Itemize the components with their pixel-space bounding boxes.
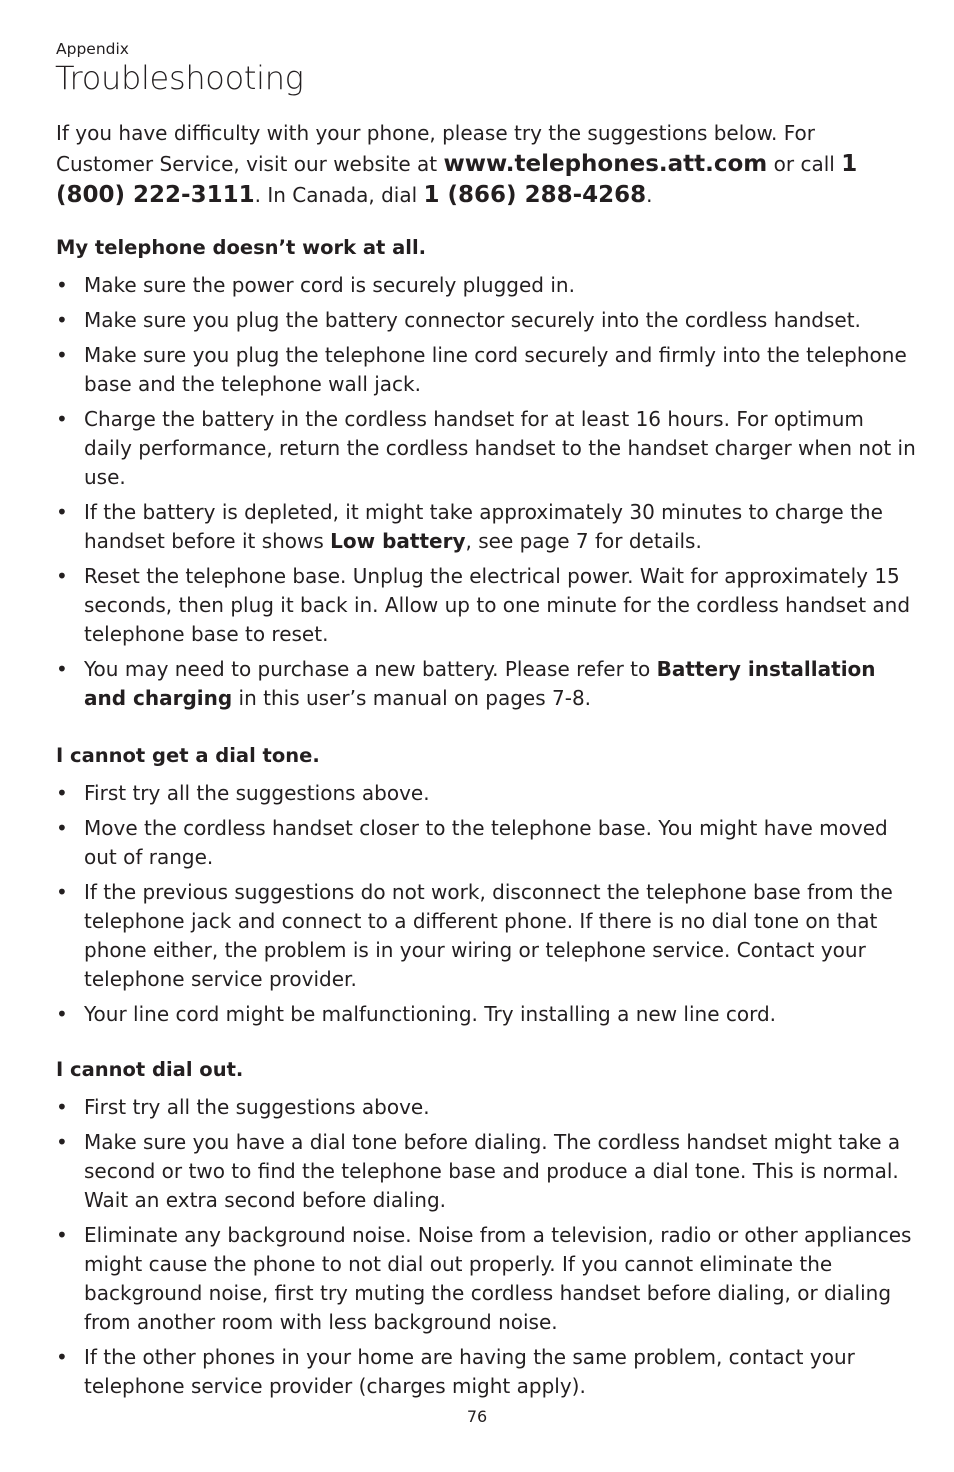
bullet: • bbox=[56, 500, 68, 524]
battery-installation-reference: Battery installation and charging bbox=[84, 657, 876, 710]
intro-text-1: If you have difficulty with your phone, please try the suggestions below. For Customer Service, visit our website at bbox=[56, 121, 816, 176]
website-link[interactable]: www.telephones.att.com bbox=[443, 151, 768, 177]
list-item: • Your line cord might be malfunctioning. Try installing a new line cord. bbox=[56, 1000, 916, 1029]
bullet: • bbox=[56, 407, 68, 431]
list-cannot-dial-out bbox=[56, 1093, 916, 1407]
bullet: • bbox=[56, 657, 68, 681]
bullet: • bbox=[56, 1345, 68, 1369]
bullet: • bbox=[56, 564, 68, 588]
list-item: • If the battery is depleted, it might take approximately 30 minutes to charge the handset before it shows Low battery, see page 7 for details. bbox=[56, 500, 883, 553]
heading-cannot-dial-out: I cannot dial out. bbox=[56, 1058, 244, 1081]
section-label: Appendix bbox=[56, 40, 129, 58]
list-item: • Move the cordless handset closer to the telephone base. You might have moved out of range. bbox=[56, 816, 888, 869]
list-item: • If the other phones in your home are having the same problem, contact your telephone service provider (charges might apply). bbox=[56, 1345, 855, 1398]
low-battery-term: Low battery bbox=[330, 529, 466, 553]
page-title: Troubleshooting bbox=[55, 59, 304, 97]
bullet: • bbox=[56, 1130, 68, 1154]
bullet: • bbox=[56, 343, 68, 367]
bullet: • bbox=[56, 1002, 68, 1026]
bullet: • bbox=[56, 816, 68, 840]
bullet: • bbox=[56, 1095, 68, 1119]
bullet: • bbox=[56, 1223, 68, 1247]
heading-telephone-not-working: My telephone doesn’t work at all. bbox=[56, 236, 427, 259]
customer-service-phone: 1 (800) 222-3111 bbox=[56, 151, 858, 208]
intro-text-3: . In Canada, dial bbox=[254, 183, 424, 207]
list-item: • If the previous suggestions do not work, disconnect the telephone base from the telephone jack and connect to a different phone. If there is no dial tone on that phone either, the problem is in your wiring or telephone service. Contact your telephone service provider. bbox=[56, 880, 893, 991]
page-number: 76 bbox=[466, 1407, 488, 1426]
list-telephone-not-working bbox=[56, 271, 916, 719]
intro-text-4: . bbox=[646, 183, 653, 207]
bullet: • bbox=[56, 308, 68, 332]
list-item: • Make sure you plug the telephone line cord securely and firmly into the telephone base and the telephone wall jack. bbox=[56, 343, 907, 396]
intro-paragraph bbox=[56, 118, 916, 211]
list-item: • Charge the battery in the cordless handset for at least 16 hours. For optimum daily performance, return the cordless handset to the handset charger when not in use. bbox=[56, 407, 916, 489]
list-no-dial-tone bbox=[56, 779, 916, 1035]
bullet: • bbox=[56, 880, 68, 904]
list-item: • First try all the suggestions above. bbox=[56, 1093, 916, 1122]
list-item: • First try all the suggestions above. bbox=[56, 779, 916, 808]
list-item: • Make sure you have a dial tone before dialing. The cordless handset might take a second or two to find the telephone base and produce a dial tone. This is normal. Wait an extra second before dialing. bbox=[56, 1130, 901, 1212]
intro-text-2: or call bbox=[767, 152, 842, 176]
bullet: • bbox=[56, 273, 68, 297]
list-item: • Reset the telephone base. Unplug the electrical power. Wait for approximately 15 seconds, then plug it back in. Allow up to one minute for the cordless handset and telephone base to reset. bbox=[56, 564, 911, 646]
list-item: • You may need to purchase a new battery. Please refer to Battery installation and charging in this user’s manual on pages 7-8. bbox=[56, 657, 876, 710]
list-item: • Make sure you plug the battery connector securely into the cordless handset. bbox=[56, 306, 916, 335]
heading-no-dial-tone: I cannot get a dial tone. bbox=[56, 744, 320, 767]
bullet: • bbox=[56, 781, 68, 805]
list-item: • Eliminate any background noise. Noise from a television, radio or other appliances might cause the phone to not dial out properly. If you cannot eliminate the background noise, first try muting the cordless handset before dialing, or dialing from another room with less background noise. bbox=[56, 1223, 912, 1334]
list-item: • Make sure the power cord is securely plugged in. bbox=[56, 271, 916, 300]
canada-phone: 1 (866) 288-4268 bbox=[423, 182, 647, 208]
